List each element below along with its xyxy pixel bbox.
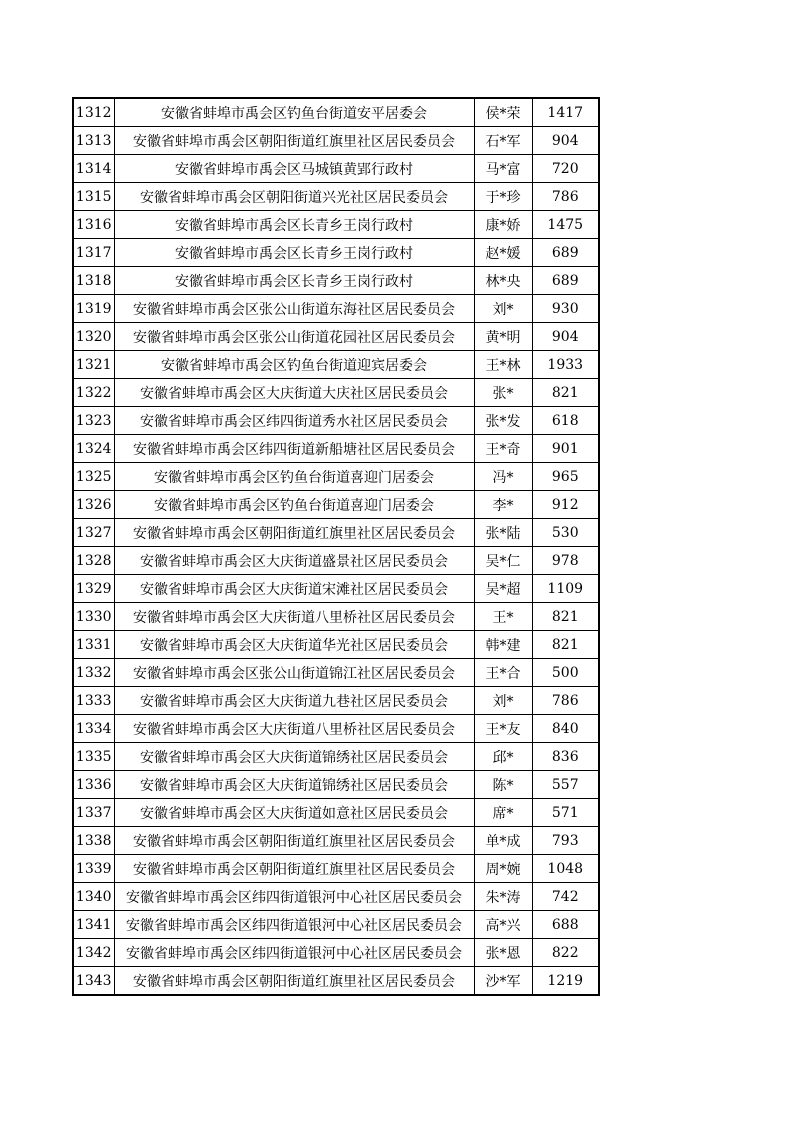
row-amount: 821 (532, 631, 599, 659)
row-name: 吴*超 (474, 575, 532, 603)
row-name: 王* (474, 603, 532, 631)
row-name: 石*军 (474, 127, 532, 155)
table-row (73, 575, 599, 603)
row-name: 韩*建 (474, 631, 532, 659)
row-address: 安徽省蚌埠市禹会区长青乡王岗行政村 (114, 239, 474, 267)
row-address: 安徽省蚌埠市禹会区朝阳街道红旗里社区居民委员会 (114, 967, 474, 996)
row-address: 安徽省蚌埠市禹会区大庆街道锦绣社区居民委员会 (114, 771, 474, 799)
table-row (73, 827, 599, 855)
row-address: 安徽省蚌埠市禹会区张公山街道花园社区居民委员会 (114, 323, 474, 351)
row-amount: 689 (532, 239, 599, 267)
row-name: 张*恩 (474, 939, 532, 967)
row-amount: 618 (532, 407, 599, 435)
row-number: 1315 (73, 183, 114, 211)
row-number: 1341 (73, 911, 114, 939)
row-number: 1331 (73, 631, 114, 659)
row-address: 安徽省蚌埠市禹会区纬四街道银河中心社区居民委员会 (114, 939, 474, 967)
row-address: 安徽省蚌埠市禹会区朝阳街道红旗里社区居民委员会 (114, 519, 474, 547)
row-number: 1319 (73, 295, 114, 323)
row-amount: 904 (532, 127, 599, 155)
row-amount: 500 (532, 659, 599, 687)
row-name: 林*央 (474, 267, 532, 295)
row-number: 1322 (73, 379, 114, 407)
row-name: 冯* (474, 463, 532, 491)
table-row (73, 351, 599, 379)
row-number: 1342 (73, 939, 114, 967)
row-address: 安徽省蚌埠市禹会区钓鱼台街道喜迎门居委会 (114, 491, 474, 519)
row-number: 1333 (73, 687, 114, 715)
row-number: 1324 (73, 435, 114, 463)
table-row (73, 127, 599, 155)
row-amount: 689 (532, 267, 599, 295)
row-number: 1337 (73, 799, 114, 827)
row-name: 张* (474, 379, 532, 407)
table-row (73, 435, 599, 463)
row-name: 王*合 (474, 659, 532, 687)
row-number: 1325 (73, 463, 114, 491)
table-row (73, 715, 599, 743)
row-address: 安徽省蚌埠市禹会区长青乡王岗行政村 (114, 211, 474, 239)
row-amount: 1048 (532, 855, 599, 883)
records-table (72, 97, 600, 996)
row-number: 1336 (73, 771, 114, 799)
row-amount: 821 (532, 603, 599, 631)
row-address: 安徽省蚌埠市禹会区纬四街道秀水社区居民委员会 (114, 407, 474, 435)
row-address: 安徽省蚌埠市禹会区张公山街道锦江社区居民委员会 (114, 659, 474, 687)
row-name: 黄*明 (474, 323, 532, 351)
table-row (73, 687, 599, 715)
row-amount: 786 (532, 183, 599, 211)
row-address: 安徽省蚌埠市禹会区大庆街道如意社区居民委员会 (114, 799, 474, 827)
row-address: 安徽省蚌埠市禹会区纬四街道银河中心社区居民委员会 (114, 911, 474, 939)
row-address: 安徽省蚌埠市禹会区长青乡王岗行政村 (114, 267, 474, 295)
table-row (73, 323, 599, 351)
table-row (73, 547, 599, 575)
row-amount: 912 (532, 491, 599, 519)
row-amount: 530 (532, 519, 599, 547)
row-address: 安徽省蚌埠市禹会区钓鱼台街道迎宾居委会 (114, 351, 474, 379)
row-name: 刘* (474, 295, 532, 323)
row-name: 朱*涛 (474, 883, 532, 911)
row-address: 安徽省蚌埠市禹会区张公山街道东海社区居民委员会 (114, 295, 474, 323)
table-row (73, 911, 599, 939)
row-address: 安徽省蚌埠市禹会区朝阳街道兴光社区居民委员会 (114, 183, 474, 211)
row-amount: 840 (532, 715, 599, 743)
table-row (73, 967, 599, 996)
row-address: 安徽省蚌埠市禹会区大庆街道九巷社区居民委员会 (114, 687, 474, 715)
row-number: 1330 (73, 603, 114, 631)
table-row (73, 855, 599, 883)
row-name: 刘* (474, 687, 532, 715)
row-number: 1335 (73, 743, 114, 771)
row-name: 周*婉 (474, 855, 532, 883)
row-number: 1321 (73, 351, 114, 379)
row-name: 吴*仁 (474, 547, 532, 575)
table-row (73, 519, 599, 547)
row-number: 1338 (73, 827, 114, 855)
row-amount: 571 (532, 799, 599, 827)
row-number: 1312 (73, 98, 114, 127)
row-address: 安徽省蚌埠市禹会区大庆街道大庆社区居民委员会 (114, 379, 474, 407)
row-name: 张*陆 (474, 519, 532, 547)
row-number: 1313 (73, 127, 114, 155)
row-amount: 1475 (532, 211, 599, 239)
row-amount: 1417 (532, 98, 599, 127)
row-name: 侯*荣 (474, 98, 532, 127)
table-row (73, 295, 599, 323)
row-amount: 1933 (532, 351, 599, 379)
table-row (73, 379, 599, 407)
row-address: 安徽省蚌埠市禹会区朝阳街道红旗里社区居民委员会 (114, 827, 474, 855)
row-number: 1340 (73, 883, 114, 911)
table-row (73, 743, 599, 771)
table-row (73, 659, 599, 687)
row-address: 安徽省蚌埠市禹会区钓鱼台街道喜迎门居委会 (114, 463, 474, 491)
row-number: 1320 (73, 323, 114, 351)
row-name: 康*娇 (474, 211, 532, 239)
row-number: 1332 (73, 659, 114, 687)
row-number: 1326 (73, 491, 114, 519)
row-address: 安徽省蚌埠市禹会区大庆街道八里桥社区居民委员会 (114, 715, 474, 743)
row-amount: 836 (532, 743, 599, 771)
row-name: 张*发 (474, 407, 532, 435)
row-number: 1314 (73, 155, 114, 183)
row-number: 1334 (73, 715, 114, 743)
row-address: 安徽省蚌埠市禹会区大庆街道华光社区居民委员会 (114, 631, 474, 659)
table-row (73, 211, 599, 239)
table-row (73, 98, 599, 127)
row-number: 1329 (73, 575, 114, 603)
row-name: 邱* (474, 743, 532, 771)
row-name: 席* (474, 799, 532, 827)
table-row (73, 183, 599, 211)
table-row (73, 939, 599, 967)
row-number: 1328 (73, 547, 114, 575)
table-row (73, 407, 599, 435)
table-row (73, 883, 599, 911)
table-row (73, 603, 599, 631)
row-number: 1318 (73, 267, 114, 295)
table-row (73, 799, 599, 827)
row-amount: 688 (532, 911, 599, 939)
row-name: 单*成 (474, 827, 532, 855)
row-address: 安徽省蚌埠市禹会区大庆街道八里桥社区居民委员会 (114, 603, 474, 631)
row-name: 高*兴 (474, 911, 532, 939)
row-address: 安徽省蚌埠市禹会区纬四街道新船塘社区居民委员会 (114, 435, 474, 463)
row-address: 安徽省蚌埠市禹会区钓鱼台街道安平居委会 (114, 98, 474, 127)
row-amount: 742 (532, 883, 599, 911)
row-amount: 793 (532, 827, 599, 855)
table-row (73, 463, 599, 491)
row-number: 1317 (73, 239, 114, 267)
row-amount: 901 (532, 435, 599, 463)
row-address: 安徽省蚌埠市禹会区纬四街道银河中心社区居民委员会 (114, 883, 474, 911)
row-address: 安徽省蚌埠市禹会区大庆街道锦绣社区居民委员会 (114, 743, 474, 771)
row-number: 1327 (73, 519, 114, 547)
row-name: 王*林 (474, 351, 532, 379)
row-amount: 822 (532, 939, 599, 967)
row-number: 1316 (73, 211, 114, 239)
table-row (73, 491, 599, 519)
row-name: 王*友 (474, 715, 532, 743)
table-row (73, 771, 599, 799)
row-address: 安徽省蚌埠市禹会区朝阳街道红旗里社区居民委员会 (114, 127, 474, 155)
row-amount: 821 (532, 379, 599, 407)
row-amount: 557 (532, 771, 599, 799)
row-amount: 1219 (532, 967, 599, 996)
row-number: 1343 (73, 967, 114, 996)
row-number: 1323 (73, 407, 114, 435)
row-number: 1339 (73, 855, 114, 883)
table-row (73, 155, 599, 183)
row-amount: 786 (532, 687, 599, 715)
row-amount: 720 (532, 155, 599, 183)
row-name: 马*富 (474, 155, 532, 183)
row-amount: 930 (532, 295, 599, 323)
table-row (73, 267, 599, 295)
row-amount: 978 (532, 547, 599, 575)
row-name: 李* (474, 491, 532, 519)
table-row (73, 239, 599, 267)
row-address: 安徽省蚌埠市禹会区马城镇黄郢行政村 (114, 155, 474, 183)
row-address: 安徽省蚌埠市禹会区朝阳街道红旗里社区居民委员会 (114, 855, 474, 883)
row-amount: 1109 (532, 575, 599, 603)
row-name: 王*奇 (474, 435, 532, 463)
row-name: 于*珍 (474, 183, 532, 211)
row-address: 安徽省蚌埠市禹会区大庆街道盛景社区居民委员会 (114, 547, 474, 575)
row-name: 陈* (474, 771, 532, 799)
table-row (73, 631, 599, 659)
row-amount: 904 (532, 323, 599, 351)
records-table-body (73, 98, 599, 995)
row-name: 沙*军 (474, 967, 532, 996)
row-name: 赵*媛 (474, 239, 532, 267)
row-address: 安徽省蚌埠市禹会区大庆街道宋滩社区居民委员会 (114, 575, 474, 603)
row-amount: 965 (532, 463, 599, 491)
